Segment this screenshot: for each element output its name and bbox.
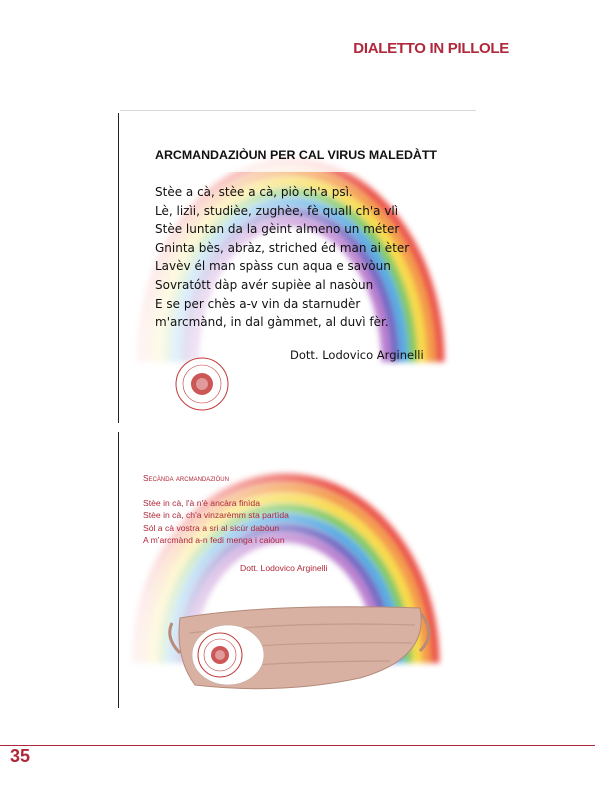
section-header: DIALETTO IN PILLOLE [353, 40, 509, 57]
poem-body [143, 497, 289, 547]
poem-line: Stèe in cà, l'à n'è ancàra finìda [143, 498, 260, 508]
poem-author: Dott. Lodovico Arginelli [240, 563, 328, 573]
divider [118, 432, 119, 708]
poem-line: Lavèv él man spàss cun aqua e savòun [155, 259, 391, 274]
poem-card-1 [120, 112, 480, 422]
poem-body [155, 183, 409, 332]
divider [118, 113, 119, 423]
poem-line: Stèe a cà, stèe a cà, piò ch'a psì. [155, 185, 353, 199]
poem-title: ARCMANDAZIÒUN PER CAL VIRUS MALEDÀTT [155, 148, 437, 162]
poem-card-2 [120, 433, 480, 709]
page-number: 35 [10, 746, 31, 766]
poem-line: E se per chès a-v vin da starnudèr [155, 296, 361, 311]
poem-line: Sovratótt dàp avér supièe al nasòun [155, 277, 374, 292]
poem-title: Secànda arcmandaziòun [143, 473, 229, 483]
poem-line: Sól a cà vostra a sri al sicùr dabòun [143, 522, 280, 533]
poem-author: Dott. Lodovico Arginelli [290, 348, 424, 362]
seal-logo [176, 358, 228, 410]
poem-line: m'arcmànd, in dal gàmmet, al duvì fèr. [155, 315, 389, 330]
poem-line: Stèe luntan da la gèint almeno un méter [155, 222, 400, 237]
seal-logo [198, 633, 242, 677]
divider [120, 110, 476, 111]
footer-divider [0, 745, 595, 746]
poem-line: A m'arcmànd a-n fedi menga i caiòun [143, 535, 285, 546]
poem-line: Stèe in cà, ch'a vinzarèmm sta partìda [143, 510, 289, 521]
poem-line: Gninta bès, abràz, striched éd man ai èter [155, 240, 410, 255]
poem-line: Lè, lizìi, studièe, zughèe, fè quall ch'a vlì [155, 203, 399, 218]
